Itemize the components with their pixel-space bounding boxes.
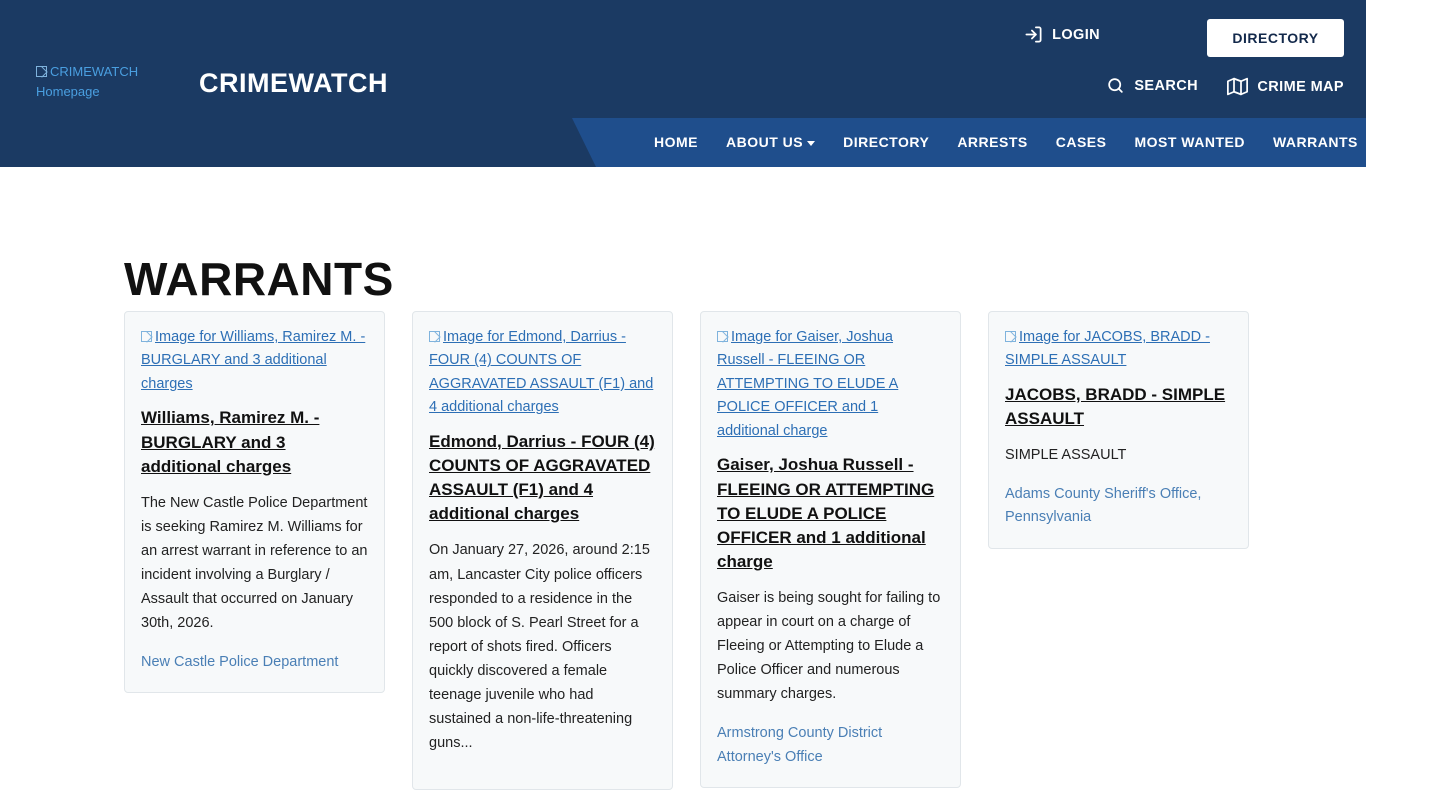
- warrant-title-link[interactable]: Edmond, Darrius - FOUR (4) COUNTS OF AGGRAVATED ASSAULT (F1) and 4 additional charges: [429, 431, 655, 524]
- nav-label-arrests: ARRESTS: [957, 134, 1028, 150]
- directory-button[interactable]: DIRECTORY: [1207, 19, 1344, 57]
- nav-item-home[interactable]: [640, 118, 712, 167]
- warrant-title-link[interactable]: Williams, Ramirez M. - BURGLARY and 3 additional charges: [141, 408, 320, 476]
- nav-label-about-us: ABOUT US: [726, 134, 804, 150]
- page-title: WARRANTS: [124, 253, 394, 305]
- nav-label-links: LINKS: [1385, 134, 1431, 150]
- nav-label-home: HOME: [654, 134, 698, 150]
- nav-item-links[interactable]: [1372, 118, 1444, 167]
- broken-image-icon: [141, 331, 152, 342]
- site-logo-link[interactable]: [36, 62, 171, 102]
- search-icon: [1106, 76, 1125, 95]
- nav-items: [640, 118, 1444, 167]
- crime-map-label: CRIME MAP: [1257, 78, 1344, 95]
- nav-item-cases[interactable]: [1042, 118, 1121, 167]
- nav-item-about-us[interactable]: [712, 118, 829, 167]
- nav-item-warrants[interactable]: [1259, 118, 1372, 167]
- map-icon: [1227, 76, 1248, 97]
- nav-label-warrants: WARRANTS: [1272, 134, 1358, 150]
- warrant-image-alt[interactable]: [429, 326, 656, 420]
- warrant-title-link[interactable]: JACOBS, BRADD - SIMPLE ASSAULT: [1005, 384, 1226, 429]
- nav-item-directory[interactable]: [829, 118, 943, 167]
- nav-label-cases: CASES: [1055, 134, 1107, 150]
- warrant-agency-link[interactable]: Adams County Sheriff's Office, Pennsylvania: [1005, 486, 1202, 526]
- warrant-agency-link[interactable]: New Castle Police Department: [141, 654, 339, 671]
- warrant-image-alt-text: Image for JACOBS, BRADD - SIMPLE ASSAULT: [1005, 329, 1210, 369]
- nav-item-arrests[interactable]: [943, 118, 1041, 167]
- header-top-bar: [0, 0, 1366, 118]
- warrant-agency-link[interactable]: Armstrong County District Attorney's Office: [717, 725, 883, 765]
- site-logo-alt-text: CRIMEWATCH Homepage: [36, 64, 139, 100]
- site-header: [0, 0, 1431, 167]
- warrant-description: The New Castle Police Department is seeking Ramirez M. Williams for an arrest warrant in reference to an incident involving a Burglary / Assault that occurred on January 30th, 2026.: [141, 494, 368, 632]
- crime-map-link[interactable]: [1227, 76, 1344, 97]
- chevron-down-icon: [807, 141, 815, 146]
- warrant-image-alt[interactable]: [1005, 326, 1232, 373]
- nav-label-most-wanted: MOST WANTED: [1134, 134, 1245, 150]
- warrant-image-alt[interactable]: [141, 326, 368, 396]
- nav-label-directory: DIRECTORY: [843, 134, 930, 150]
- search-label: SEARCH: [1134, 77, 1198, 94]
- warrant-image-alt-text: Image for Williams, Ramirez M. - BURGLARY and 3 additional charges: [141, 329, 366, 392]
- warrant-image-alt-text: Image for Gaiser, Joshua Russell - FLEEING OR ATTEMPTING TO ELUDE A POLICE OFFICER and 1 additional charge: [717, 329, 899, 439]
- warrant-card[interactable]: [412, 311, 673, 790]
- search-link[interactable]: [1106, 76, 1198, 95]
- warrant-card[interactable]: [700, 311, 961, 788]
- login-button[interactable]: [1024, 25, 1100, 44]
- nav-item-most-wanted[interactable]: [1120, 118, 1259, 167]
- broken-image-icon: [717, 331, 728, 342]
- broken-image-icon: [429, 331, 440, 342]
- warrant-card-list: [124, 311, 1249, 790]
- warrant-description: On January 27, 2026, around 2:15 am, Lancaster City police officers responded to a residence in the 500 block of S. Pearl Street for a report of shots fired. Officers quickly discovered a female teenage juvenile who had sustained a non-life-threatening guns...: [429, 542, 650, 751]
- warrant-image-alt[interactable]: [717, 326, 944, 443]
- warrant-description: SIMPLE ASSAULT: [1005, 447, 1127, 464]
- warrant-card[interactable]: [124, 311, 385, 693]
- warrant-card[interactable]: [988, 311, 1249, 549]
- login-icon: [1024, 25, 1043, 44]
- broken-image-icon: [36, 66, 47, 77]
- login-label: LOGIN: [1052, 26, 1100, 43]
- warrant-title-link[interactable]: Gaiser, Joshua Russell - FLEEING OR ATTEMPTING TO ELUDE A POLICE OFFICER and 1 additional charge: [717, 455, 935, 571]
- warrant-description: Gaiser is being sought for failing to appear in court on a charge of Fleeing or Attempting to Elude a Police Officer and numerous summary charges.: [717, 590, 941, 703]
- main-navigation: [0, 118, 1431, 167]
- page-title-brand: CRIMEWATCH: [199, 68, 388, 98]
- warrant-image-alt-text: Image for Edmond, Darrius - FOUR (4) COUNTS OF AGGRAVATED ASSAULT (F1) and 4 additional charges: [429, 329, 654, 416]
- broken-image-icon: [1005, 331, 1016, 342]
